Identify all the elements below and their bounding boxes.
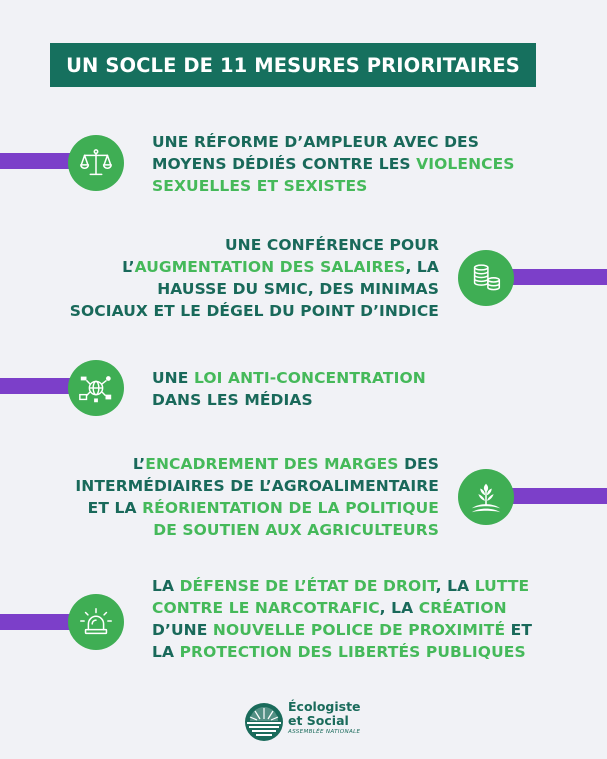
highlight-segment: LOI ANTI-CONCENTRATION	[193, 369, 426, 387]
measure-line	[75, 519, 439, 541]
measure-line	[152, 619, 532, 641]
highlight-segment: ENCADREMENT DES MARGES	[145, 455, 399, 473]
text-segment: HAUSSE DU SMIC, DES MINIMAS	[157, 280, 439, 298]
title-banner	[50, 43, 536, 87]
measure-line	[75, 453, 439, 475]
measure-line	[70, 278, 439, 300]
text-segment: L’	[122, 258, 135, 276]
highlight-segment: VIOLENCES	[416, 155, 515, 173]
text-segment: , LA	[379, 599, 419, 617]
logo-text	[288, 700, 361, 736]
text-segment: , LA	[435, 577, 475, 595]
measure-line	[70, 300, 439, 322]
highlight-segment: AUGMENTATION DES SALAIRES	[134, 258, 406, 276]
text-segment: DANS LES MÉDIAS	[152, 391, 313, 409]
highlight-segment: DE SOUTIEN AUX AGRICULTEURS	[153, 521, 439, 539]
text-segment: UNE RÉFORME D’AMPLEUR AVEC DES	[152, 133, 480, 151]
accent-bar	[512, 269, 607, 285]
coin-stacks-icon	[458, 250, 514, 306]
measure-text	[70, 234, 439, 322]
highlight-segment: DÉFENSE DE L’ÉTAT DE DROIT	[179, 577, 436, 595]
accent-bar	[0, 153, 72, 169]
group-logo-icon	[244, 702, 284, 746]
measure-text	[152, 575, 532, 663]
scales-of-justice-icon	[68, 135, 124, 191]
logo-line-1: Écologiste	[288, 699, 361, 714]
measure-line	[70, 234, 439, 256]
highlight-segment: SEXUELLES ET SEXISTES	[152, 177, 368, 195]
measure-text	[75, 453, 439, 541]
highlight-segment: RÉORIENTATION DE LA POLITIQUE	[142, 499, 439, 517]
accent-bar	[0, 378, 72, 394]
logo-line-2: et Social	[288, 713, 349, 728]
text-segment: ET LA	[87, 499, 143, 517]
text-segment: DES	[398, 455, 439, 473]
measure-line	[152, 367, 426, 389]
measure-line	[152, 641, 532, 663]
text-segment: , LA	[405, 258, 439, 276]
text-segment: LA	[152, 577, 180, 595]
measure-line	[152, 131, 515, 153]
measure-line	[75, 475, 439, 497]
measure-line	[152, 597, 532, 619]
highlight-segment: LUTTE	[474, 577, 530, 595]
text-segment: MOYENS DÉDIÉS CONTRE LES	[152, 155, 417, 173]
measure-text	[152, 367, 426, 411]
logo-line-3: ASSEMBLÉE NATIONALE	[288, 729, 361, 735]
text-segment: ET	[505, 621, 533, 639]
page-title: UN SOCLE DE 11 MESURES PRIORITAIRES	[66, 53, 520, 77]
text-segment: L’	[132, 455, 146, 473]
highlight-segment: NOUVELLE POLICE DE PROXIMITÉ	[212, 621, 506, 639]
measure-line	[152, 575, 532, 597]
global-media-icon	[68, 360, 124, 416]
highlight-segment: CONTRE LE NARCOTRAFIC	[152, 599, 380, 617]
text-segment: UNE CONFÉRENCE POUR	[224, 236, 439, 254]
police-siren-icon	[68, 594, 124, 650]
measure-line	[152, 389, 426, 411]
text-segment: SOCIAUX ET LE DÉGEL DU POINT D’INDICE	[69, 302, 439, 320]
text-segment: INTERMÉDIAIRES DE L’AGROALIMENTAIRE	[75, 477, 439, 495]
wheat-icon	[458, 469, 514, 525]
measure-line	[70, 256, 439, 278]
accent-bar	[512, 488, 607, 504]
measure-line	[152, 175, 515, 197]
highlight-segment: CRÉATION	[418, 599, 507, 617]
measure-text	[152, 131, 515, 197]
text-segment: D’UNE	[152, 621, 213, 639]
measure-line	[152, 153, 515, 175]
text-segment: LA	[152, 643, 180, 661]
text-segment: UNE	[152, 369, 194, 387]
highlight-segment: PROTECTION DES LIBERTÉS PUBLIQUES	[179, 643, 526, 661]
measure-line	[75, 497, 439, 519]
accent-bar	[0, 614, 72, 630]
